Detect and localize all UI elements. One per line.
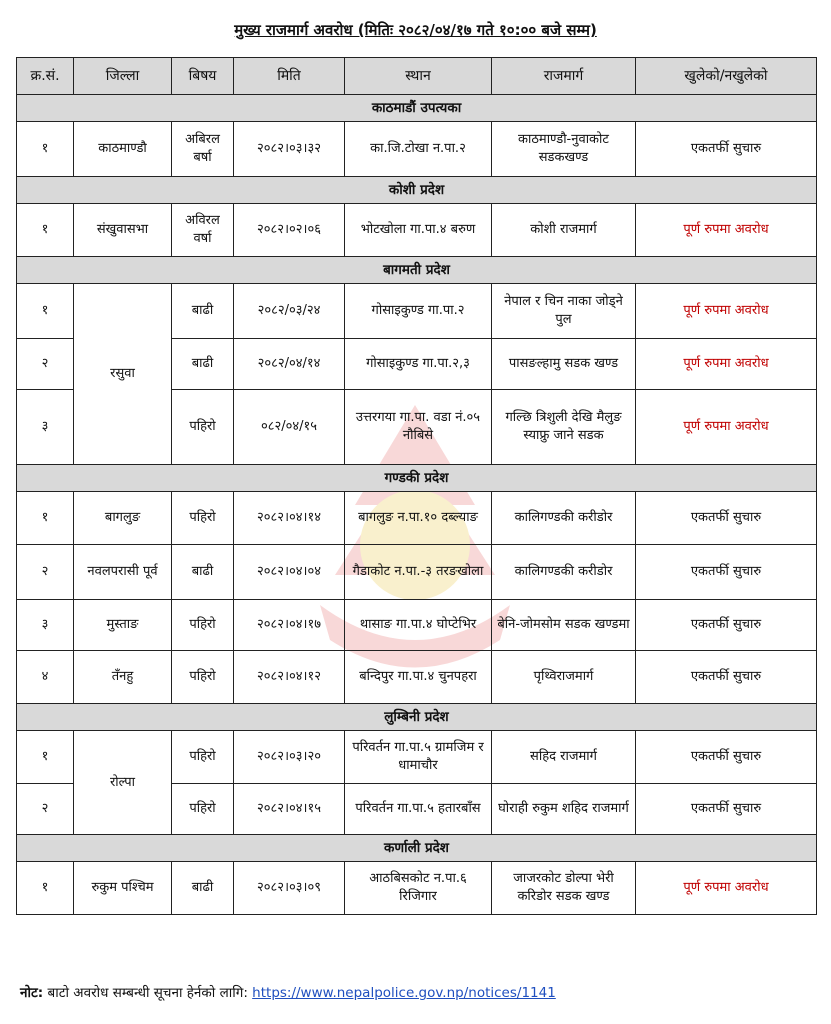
cell-place: का.जि.टोखा न.पा.२ [345, 122, 492, 177]
cell-status-blocked: पूर्ण रुपमा अवरोध [636, 284, 817, 339]
note-text: बाटो अवरोध सम्बन्धी सूचना हेर्नको लागि: [47, 985, 248, 1001]
cell-date: २०८२।०३।३२ [234, 122, 345, 177]
cell-highway: पासङल्हामु सडक खण्ड [492, 339, 636, 390]
table-row [17, 651, 817, 704]
cell-sn: ४ [17, 651, 74, 704]
cell-highway: काठमाण्डौ-नुवाकोट सडकखण्ड [492, 122, 636, 177]
cell-date: २०८२।०४।१४ [234, 492, 345, 545]
cell-sn: २ [17, 784, 74, 835]
column-header-status: खुलेको/नखुलेको [636, 58, 817, 95]
region-koshi: कोशी प्रदेश [17, 177, 817, 204]
cell-date: २०८२।०४।१२ [234, 651, 345, 704]
cell-district: रोल्पा [74, 731, 172, 835]
cell-subject: पहिरो [172, 390, 234, 465]
cell-district: काठमाण्डौ [74, 122, 172, 177]
cell-subject: पहिरो [172, 731, 234, 784]
cell-highway: घोराही रुकुम शहिद राजमार्ग [492, 784, 636, 835]
cell-highway: कालिगण्डकी करीडोर [492, 545, 636, 600]
region-row [17, 835, 817, 862]
cell-sn: ३ [17, 390, 74, 465]
footer-note [20, 983, 556, 1001]
cell-highway: नेपाल र चिन नाका जोड्ने पुल [492, 284, 636, 339]
cell-status: एकतर्फी सुचारु [636, 492, 817, 545]
cell-sn: १ [17, 204, 74, 257]
column-header-date: मिति [234, 58, 345, 95]
table-row [17, 731, 817, 784]
cell-highway: जाजरकोट डोल्पा भेरी करिडोर सडक खण्ड [492, 862, 636, 915]
cell-highway: बेनि-जोमसोम सडक खण्डमा [492, 600, 636, 651]
cell-status-blocked: पूर्ण रुपमा अवरोध [636, 390, 817, 465]
region-row [17, 257, 817, 284]
region-gandaki: गण्डकी प्रदेश [17, 465, 817, 492]
column-header-sn: क्र.सं. [17, 58, 74, 95]
cell-sn: १ [17, 492, 74, 545]
cell-place: परिवर्तन गा.पा.५ हतारबाँस [345, 784, 492, 835]
cell-highway: पृथ्विराजमार्ग [492, 651, 636, 704]
cell-status: एकतर्फी सुचारु [636, 545, 817, 600]
cell-date: २०८२।०३।०९ [234, 862, 345, 915]
table-row [17, 862, 817, 915]
cell-district: बागलुङ [74, 492, 172, 545]
region-row [17, 95, 817, 122]
cell-place: उत्तरगया गा.पा. वडा नं.०५ नौबिसे [345, 390, 492, 465]
region-row [17, 177, 817, 204]
cell-date: ०८२/०४/१५ [234, 390, 345, 465]
highway-blockage-table [16, 57, 817, 915]
cell-sn: २ [17, 339, 74, 390]
cell-place: बागलुङ न.पा.१० दब्ल्याङ [345, 492, 492, 545]
cell-subject: बाढी [172, 339, 234, 390]
cell-sn: २ [17, 545, 74, 600]
region-lumbini: लुम्बिनी प्रदेश [17, 704, 817, 731]
cell-date: २०८२/०४/१४ [234, 339, 345, 390]
cell-place: भोटखोला गा.पा.४ बरुण [345, 204, 492, 257]
table-row [17, 492, 817, 545]
cell-place: गोसाइकुण्ड गा.पा.२,३ [345, 339, 492, 390]
cell-place: परिवर्तन गा.पा.५ ग्रामजिम र धामाचौर [345, 731, 492, 784]
cell-subject: बाढी [172, 862, 234, 915]
cell-sn: ३ [17, 600, 74, 651]
cell-place: आठबिसकोट न.पा.६ रिजिगार [345, 862, 492, 915]
cell-district: मुस्ताङ [74, 600, 172, 651]
cell-status-blocked: पूर्ण रुपमा अवरोध [636, 204, 817, 257]
cell-date: २०८२।०२।०६ [234, 204, 345, 257]
cell-subject: बाढी [172, 284, 234, 339]
cell-date: २०८२/०३/२४ [234, 284, 345, 339]
cell-place: गोसाइकुण्ड गा.पा.२ [345, 284, 492, 339]
cell-district: रसुवा [74, 284, 172, 465]
cell-subject: पहिरो [172, 784, 234, 835]
cell-date: २०८२।०४।१५ [234, 784, 345, 835]
cell-date: २०८२।०४।०४ [234, 545, 345, 600]
cell-place: बन्दिपुर गा.पा.४ चुनपहरा [345, 651, 492, 704]
cell-status: एकतर्फी सुचारु [636, 731, 817, 784]
cell-district: संखुवासभा [74, 204, 172, 257]
region-kathmandu: काठमाडौं उपत्यका [17, 95, 817, 122]
cell-status-blocked: पूर्ण रुपमा अवरोध [636, 339, 817, 390]
cell-district: रुकुम पश्चिम [74, 862, 172, 915]
cell-status: एकतर्फी सुचारु [636, 600, 817, 651]
cell-subject: पहिरो [172, 600, 234, 651]
region-row [17, 465, 817, 492]
cell-subject: बाढी [172, 545, 234, 600]
cell-place: गैडाकोट न.पा.-३ तरङखोला [345, 545, 492, 600]
cell-sn: १ [17, 122, 74, 177]
table-header-row [17, 58, 817, 95]
cell-district: नवलपरासी पूर्व [74, 545, 172, 600]
cell-subject: अविरल वर्षा [172, 204, 234, 257]
cell-subject: पहिरो [172, 492, 234, 545]
cell-date: २०८२।०३।२० [234, 731, 345, 784]
cell-place: थासाङ गा.पा.४ घोप्टेभिर [345, 600, 492, 651]
column-header-district: जिल्ला [74, 58, 172, 95]
cell-date: २०८२।०४।१७ [234, 600, 345, 651]
table-row [17, 284, 817, 339]
note-label: नोट: [20, 985, 44, 1001]
page-title: मुख्य राजमार्ग अवरोध (मितिः २०८२/०४/१७ गते १०:०० बजे सम्म) [234, 21, 597, 39]
cell-highway: कोशी राजमार्ग [492, 204, 636, 257]
table-row [17, 545, 817, 600]
region-karnali: कर्णाली प्रदेश [17, 835, 817, 862]
cell-status: एकतर्फी सुचारु [636, 122, 817, 177]
cell-subject: पहिरो [172, 651, 234, 704]
cell-district: तँनहु [74, 651, 172, 704]
table-row [17, 122, 817, 177]
cell-subject: अबिरल बर्षा [172, 122, 234, 177]
cell-sn: १ [17, 862, 74, 915]
cell-highway: कालिगण्डकी करीडोर [492, 492, 636, 545]
cell-status-blocked: पूर्ण रुपमा अवरोध [636, 862, 817, 915]
table-row [17, 600, 817, 651]
cell-highway: गल्छि त्रिशुली देखि मैलुङ स्याफ्रु जाने सडक [492, 390, 636, 465]
cell-status: एकतर्फी सुचारु [636, 651, 817, 704]
column-header-subject: बिषय [172, 58, 234, 95]
cell-highway: सहिद राजमार्ग [492, 731, 636, 784]
column-header-highway: राजमार्ग [492, 58, 636, 95]
cell-sn: १ [17, 731, 74, 784]
cell-status: एकतर्फी सुचारु [636, 784, 817, 835]
region-bagmati: बागमती प्रदेश [17, 257, 817, 284]
notice-link[interactable]: https://www.nepalpolice.gov.np/notices/1141 [252, 985, 556, 1001]
table-row [17, 204, 817, 257]
cell-sn: १ [17, 284, 74, 339]
region-row [17, 704, 817, 731]
column-header-place: स्थान [345, 58, 492, 95]
